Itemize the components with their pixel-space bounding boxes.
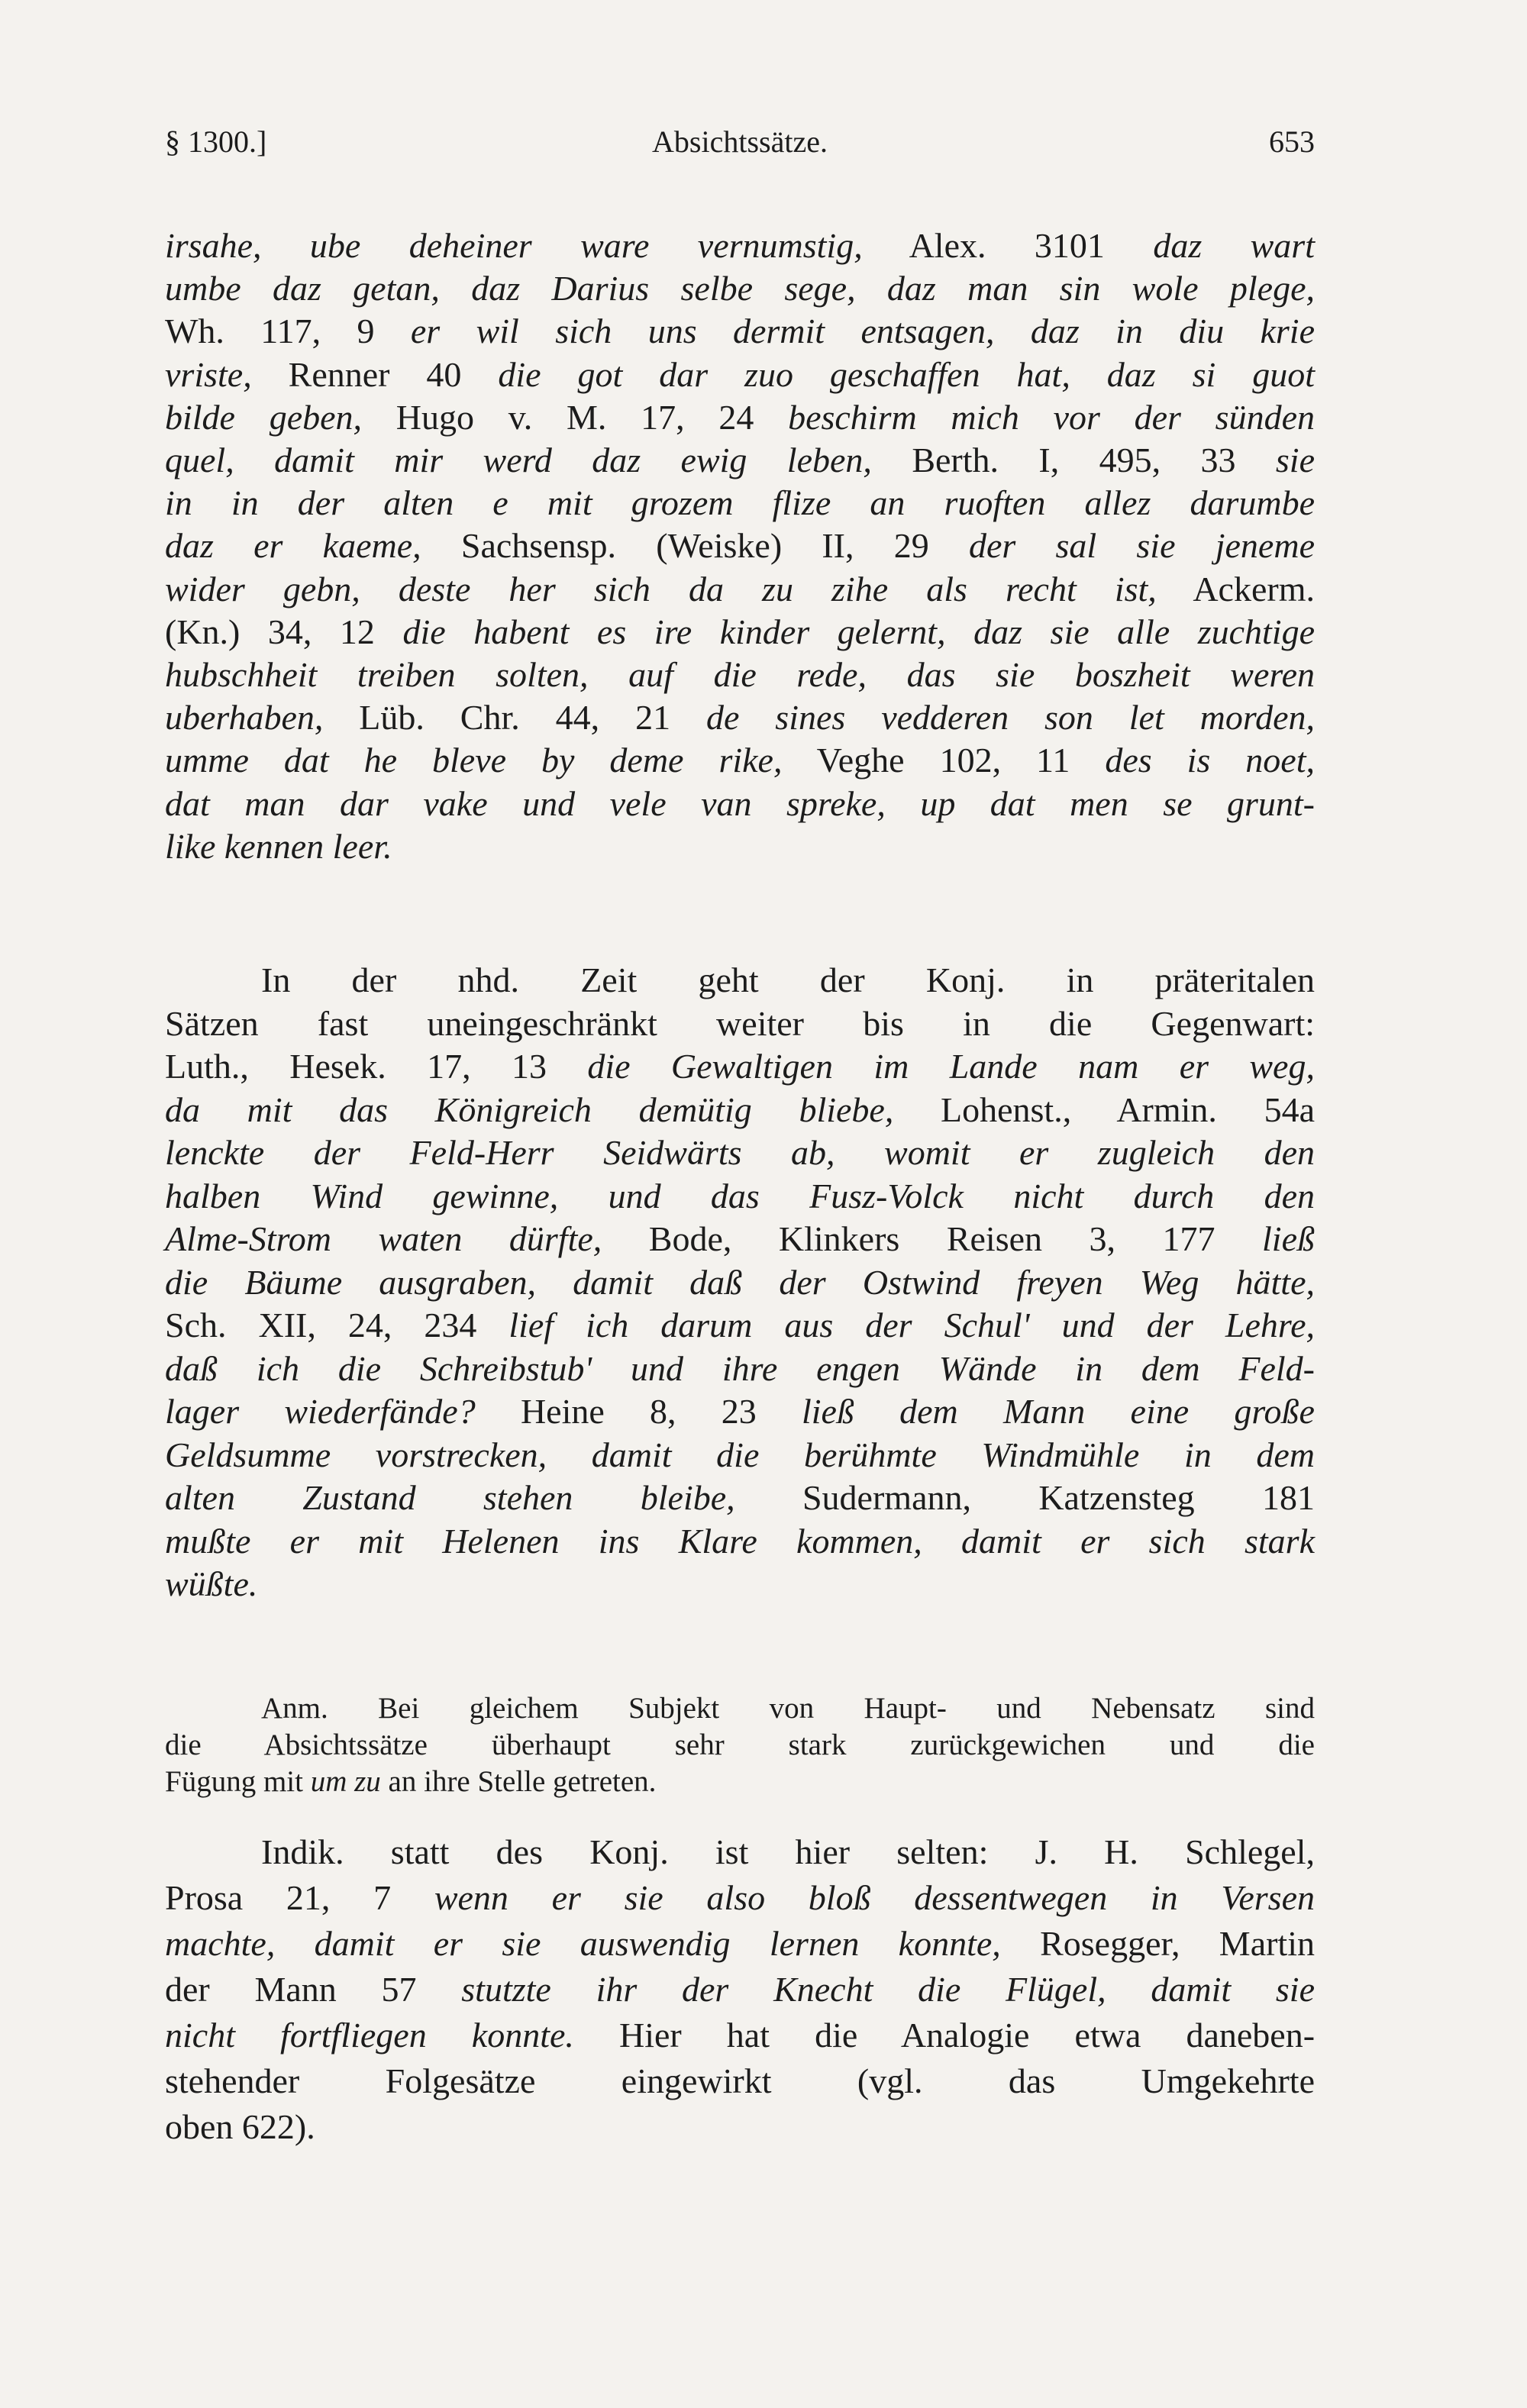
p2-line [165, 1087, 1315, 1133]
citation-text: Sch. XII, 24, 234 [165, 1306, 509, 1344]
citation-text: Luth., Hesek. 17, 13 [165, 1047, 588, 1086]
italic-quotation: dat man dar vake und vele van spreke, up dat men se grunt- [165, 784, 1315, 823]
citation-text: Rosegger, Martin [1000, 1924, 1315, 1963]
citation-text: Wh. 117, 9 [165, 311, 411, 350]
citation-text: Anm. Bei gleichem Subjekt von Haupt- und Nebensatz sind [261, 1692, 1315, 1725]
p3-line [165, 2104, 1315, 2150]
note-line [165, 1690, 1315, 1728]
italic-quotation: lief ich darum aus der Schul' und der Lehre, [508, 1306, 1316, 1344]
italic-quotation: ließ dem Mann eine große [801, 1392, 1315, 1431]
italic-quotation: wüßte. [165, 1564, 258, 1603]
citation-text: Sudermann, Katzensteg 181 [734, 1478, 1315, 1517]
p2-line [165, 1130, 1315, 1176]
p1-line [165, 480, 1315, 526]
citation-text: Heine 8, 23 [475, 1392, 802, 1431]
italic-quotation: der sal sie jeneme [968, 526, 1315, 565]
citation-text: Hugo v. M. 17, 24 [362, 398, 789, 437]
p2-line [165, 1216, 1315, 1262]
p1-line [165, 437, 1315, 483]
p1-line [165, 824, 1315, 870]
page-number: 653 [1269, 124, 1315, 159]
citation-text: Hier hat die Analogie etwa daneben- [573, 2016, 1316, 2055]
italic-quotation: daz er kaeme, [165, 526, 421, 565]
p1-line [165, 695, 1315, 741]
italic-quotation: vriste, [165, 355, 252, 394]
p2-line [165, 1432, 1315, 1478]
p3-line [165, 2058, 1315, 2104]
running-title: Absichtssätze. [652, 124, 828, 159]
p2-line [165, 1044, 1315, 1089]
italic-quotation: des is noet, [1105, 741, 1316, 780]
note-line [165, 1763, 1315, 1801]
citation-text: Sätzen fast uneingeschränkt weiter bis in die Gegenwart: [165, 1004, 1315, 1043]
italic-quotation: like kennen leer. [165, 827, 392, 866]
citation-text: In der nhd. Zeit geht der Konj. in präteritalen [261, 960, 1315, 999]
citation-text: (Kn.) 34, 12 [165, 612, 403, 651]
p2-line [165, 957, 1315, 1003]
italic-quotation: in in der alten e mit grozem flize an ruoften allez darumbe [165, 483, 1315, 522]
citation-text: Alex. 3101 [862, 226, 1154, 265]
italic-quotation: Geldsumme vorstrecken, damit die berühmte Windmühle in dem [165, 1435, 1315, 1474]
p1-line [165, 652, 1315, 698]
italic-quotation: ließ [1262, 1219, 1315, 1258]
citation-text: Ackerm. [1156, 570, 1315, 608]
italic-quotation: uberhaben, [165, 698, 324, 737]
italic-quotation: die Bäume ausgraben, damit daß der Ostwind freyen Weg hätte, [165, 1263, 1315, 1302]
italic-quotation: daz wart [1153, 226, 1315, 265]
p2-line [165, 1260, 1315, 1306]
italic-quotation: wider gebn, deste her sich da zu zihe als recht ist, [165, 570, 1157, 608]
italic-quotation: machte, damit er sie auswendig lernen konnte, [165, 1924, 1001, 1963]
p2-line [165, 1001, 1315, 1047]
citation-text: Veghe 102, 11 [782, 741, 1106, 780]
citation-text: Lohenst., Armin. 54a [893, 1090, 1315, 1129]
p1-line [165, 609, 1315, 655]
italic-quotation: er wil sich uns dermit entsagen, daz in diu krie [410, 311, 1315, 350]
italic-quotation: daß ich die Schreibstub' und ihre engen Wände in dem Feld- [165, 1349, 1315, 1388]
p2-line [165, 1475, 1315, 1521]
p2-line [165, 1346, 1315, 1392]
p2-line [165, 1561, 1315, 1607]
citation-text: Lüb. Chr. 44, 21 [323, 698, 706, 737]
p3-line [165, 1875, 1315, 1921]
p1-line [165, 566, 1315, 612]
italic-quotation: sie [1275, 441, 1315, 479]
italic-quotation: stutzte ihr der Knecht die Flügel, damit sie [461, 1970, 1315, 2009]
section-reference: § 1300.] [165, 124, 267, 159]
p3-line [165, 1967, 1315, 2013]
italic-quotation: die got dar zuo geschaffen hat, daz si guot [498, 355, 1315, 394]
note-line [165, 1726, 1315, 1764]
citation-text: oben 622). [165, 2107, 315, 2146]
italic-quotation: umme dat he bleve by deme rike, [165, 741, 783, 780]
italic-quotation: beschirm mich vor der sünden [788, 398, 1315, 437]
running-header [165, 124, 1315, 169]
p1-line [165, 523, 1315, 569]
italic-quotation: die habent es ire kinder gelernt, daz sie alle zuchtige [402, 612, 1315, 651]
citation-text: Prosa 21, 7 [165, 1878, 434, 1917]
italic-quotation: mußte er mit Helenen ins Klare kommen, damit er sich stark [165, 1522, 1315, 1561]
p1-line [165, 266, 1315, 311]
citation-text: Sachsensp. (Weiske) II, 29 [421, 526, 969, 565]
italic-quotation: lager wiederfände? [165, 1392, 476, 1431]
italic-quotation: hubschheit treiben solten, auf die rede, das sie boszheit weren [165, 655, 1315, 694]
citation-text: an ihre Stelle getreten. [380, 1765, 657, 1798]
citation-text: Indik. statt des Konj. ist hier selten: J. H. Schlegel, [261, 1832, 1315, 1871]
p1-line [165, 223, 1315, 269]
p3-line [165, 2013, 1315, 2058]
p1-line [165, 738, 1315, 783]
citation-text: Renner 40 [251, 355, 499, 394]
p2-line [165, 1519, 1315, 1564]
italic-quotation: die Gewaltigen im Lande nam er weg, [587, 1047, 1315, 1086]
citation-text: Berth. I, 495, 33 [871, 441, 1276, 479]
citation-text: die Absichtssätze überhaupt sehr stark zurückgewichen und die [165, 1729, 1315, 1761]
citation-text: stehender Folgesätze eingewirkt (vgl. das Umgekehrte [165, 2061, 1315, 2100]
citation-text: Bode, Klinkers Reisen 3, 177 [602, 1219, 1263, 1258]
italic-quotation: alten Zustand stehen bleibe, [165, 1478, 735, 1517]
italic-quotation: lenckte der Feld-Herr Seidwärts ab, womit er zugleich den [165, 1133, 1315, 1172]
p2-line [165, 1173, 1315, 1219]
p1-line [165, 395, 1315, 441]
italic-quotation: Alme-Strom waten dürfte, [165, 1219, 602, 1258]
italic-quotation: halben Wind gewinne, und das Fusz-Volck nicht durch den [165, 1177, 1315, 1215]
p3-line [165, 1829, 1315, 1875]
p1-line [165, 308, 1315, 354]
p1-line [165, 781, 1315, 827]
p2-line [165, 1302, 1315, 1348]
citation-text: Fügung mit [165, 1765, 311, 1798]
italic-quotation: de sines vedderen son let morden, [705, 698, 1315, 737]
italic-quotation: umbe daz getan, daz Darius selbe sege, daz man sin wole plege, [165, 269, 1315, 308]
italic-quotation: wenn er sie also bloß dessentwegen in Versen [434, 1878, 1315, 1917]
italic-quotation: um zu [310, 1765, 381, 1798]
italic-quotation: nicht fortfliegen konnte. [165, 2016, 574, 2055]
italic-quotation: quel, damit mir werd daz ewig leben, [165, 441, 872, 479]
italic-quotation: da mit das Königreich demütig bliebe, [165, 1090, 894, 1129]
italic-quotation: irsahe, ube deheiner ware vernumstig, [165, 226, 863, 265]
citation-text: der Mann 57 [165, 1970, 462, 2009]
p3-line [165, 1921, 1315, 1967]
p2-line [165, 1389, 1315, 1435]
p1-line [165, 352, 1315, 398]
italic-quotation: bilde geben, [165, 398, 363, 437]
